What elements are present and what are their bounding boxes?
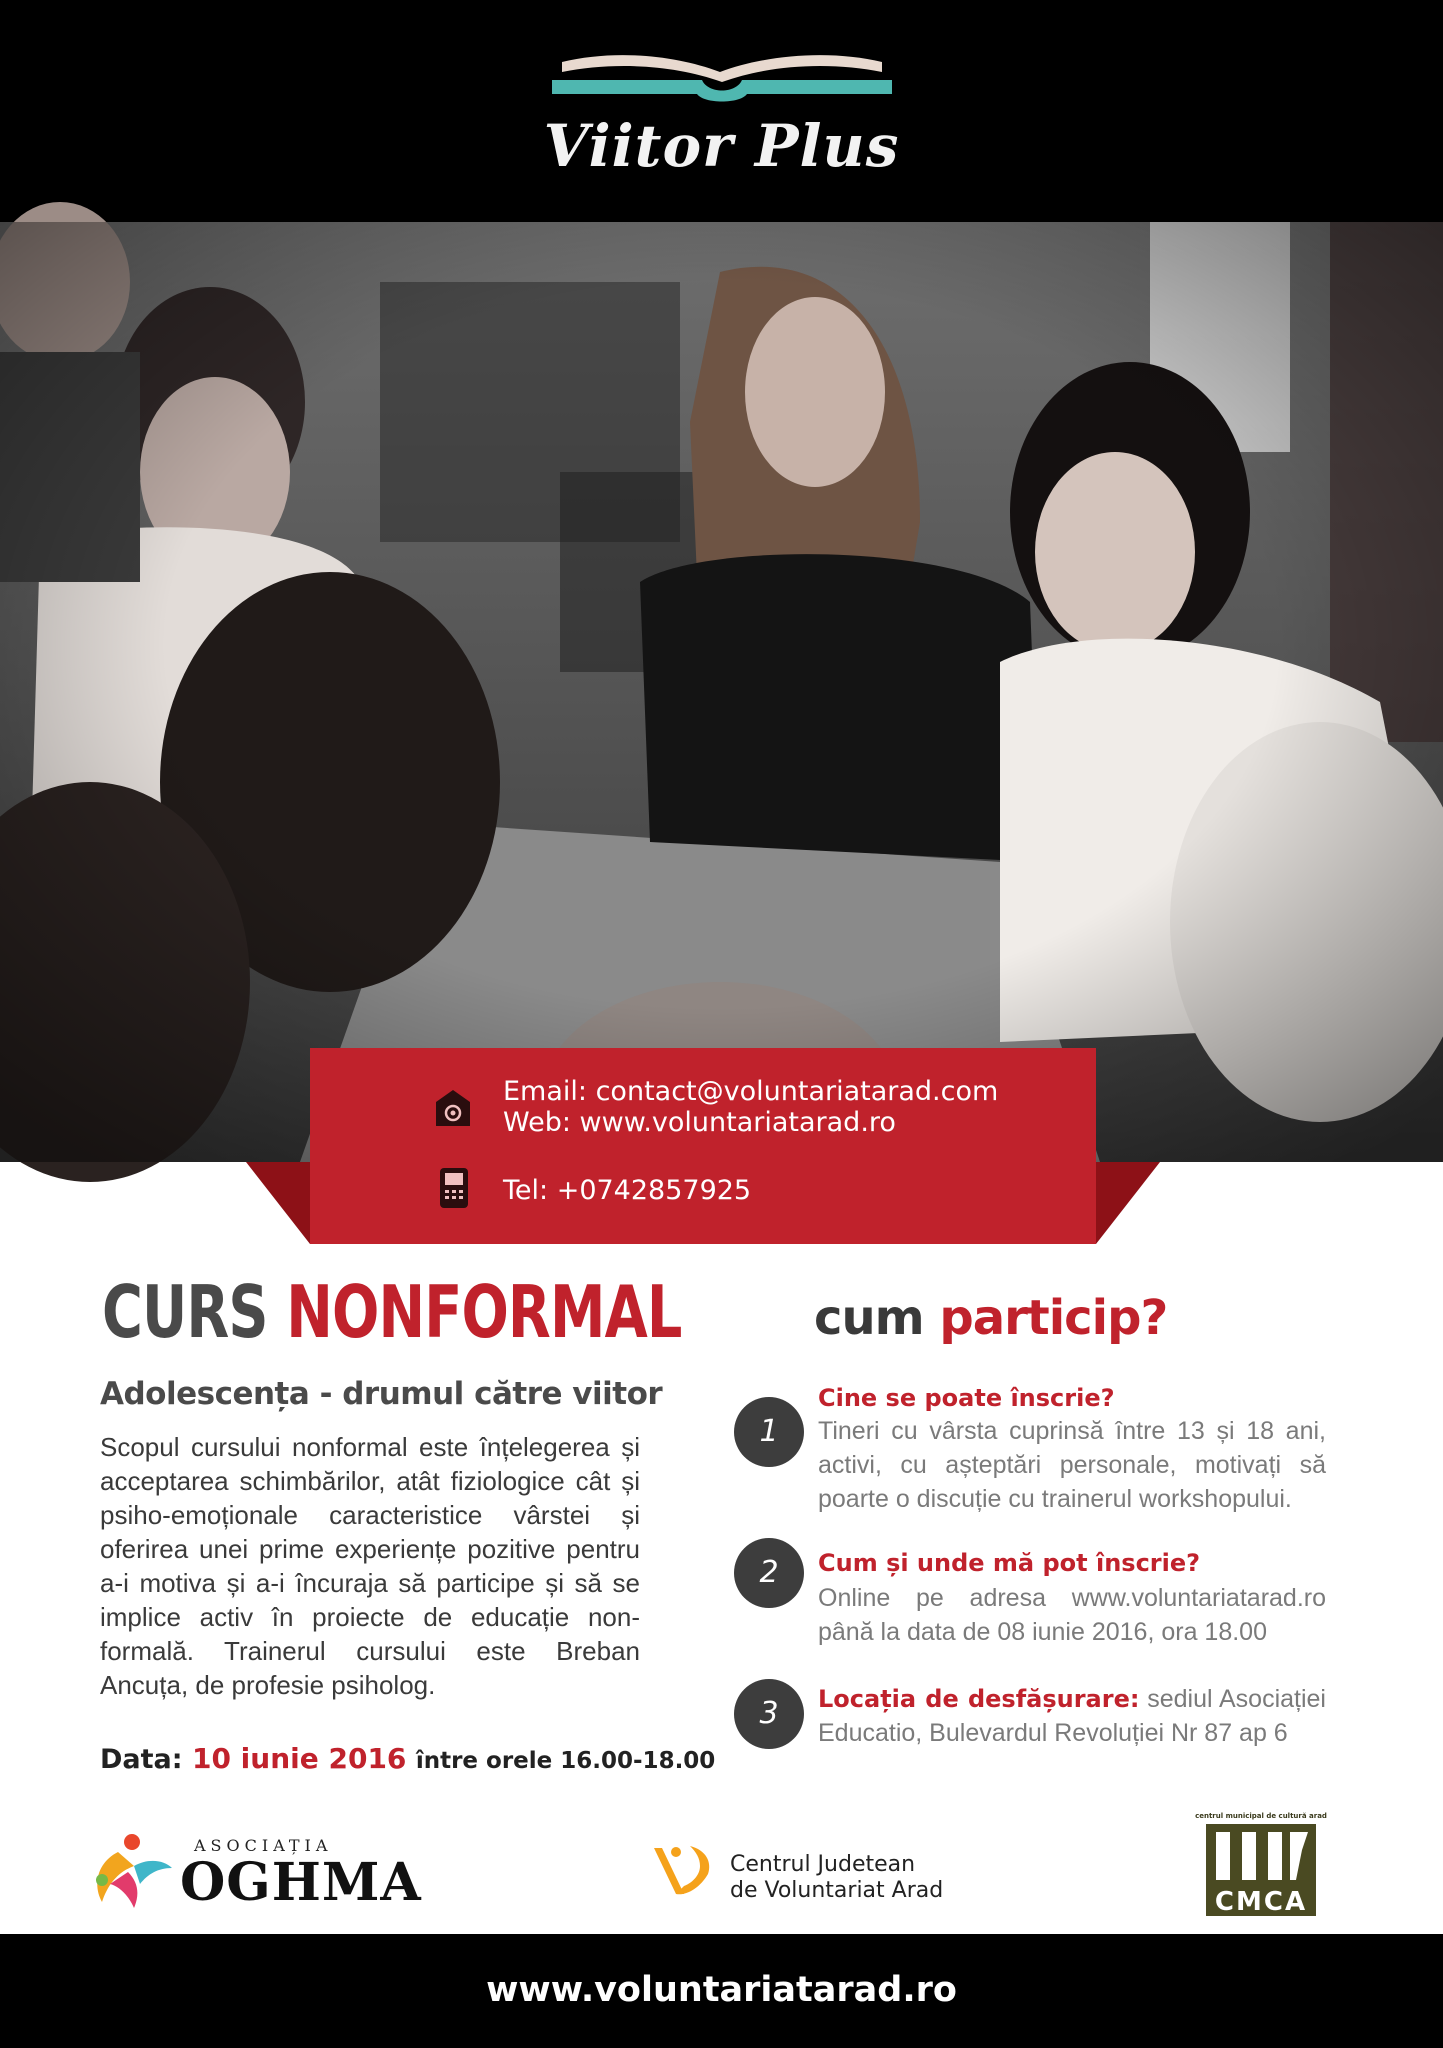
workshop-photo — [0, 222, 1443, 1162]
step-number-1: 1 — [734, 1397, 804, 1467]
step-text-1: Tineri cu vârsta cuprinsă între 13 și 18 ani, activi, cu așteptări personale, motivați să poarte o discuție cu trainerul workshopului. — [818, 1417, 1326, 1513]
cjv-name-line2: de Voluntariat Arad — [730, 1878, 944, 1903]
book-logo-icon — [552, 50, 892, 110]
how-heading — [814, 1290, 1167, 1346]
time-text: între orele 16.00-18.00 — [415, 1748, 716, 1774]
step-number-3 — [734, 1679, 804, 1749]
phone-icon — [438, 1166, 470, 1210]
cjv-logo-icon — [650, 1840, 718, 1902]
oghma-association-label: ASOCIAȚIA — [194, 1836, 333, 1855]
email-icon — [434, 1088, 472, 1128]
step-number-2: 2 — [734, 1538, 804, 1608]
date-value: 10 iunie 2016 — [191, 1742, 407, 1775]
cmca-logo — [1195, 1810, 1327, 1918]
course-description: Scopul cursului nonformal este înțelegerea și acceptarea schimbărilor, atât fiziologice cât și psiho-emoționale caracteristice vârstei și oferirea unei prime experiențe pozitive pentru a-i motiva și a-i încuraja să participe și să se implice activ în proiecte de educație non-formală. Trainerul cursului este Breban Ancuța, de profesie psiholog. — [100, 1432, 640, 1700]
course-title-part2: NONFORMAL — [286, 1270, 682, 1354]
footer-url-link[interactable]: www.voluntariatarad.ro — [486, 1970, 957, 2010]
cmca-top-text: centrul municipal de cultură arad — [1195, 1812, 1327, 1820]
step-title-2: Cum și unde mă pot înscrie? — [818, 1549, 1201, 1577]
step-number-3-label: 3 — [759, 1696, 779, 1731]
course-date — [100, 1742, 715, 1775]
course-title — [102, 1270, 681, 1354]
contact-web[interactable]: Web: www.voluntariatarad.ro — [503, 1107, 896, 1138]
how-heading-part1: cum — [814, 1290, 924, 1346]
step-title-1: Cine se poate înscrie? — [818, 1384, 1115, 1412]
step-text-2: Online pe adresa www.voluntariatarad.ro până la data de 08 iunie 2016, ora 18.00 — [818, 1584, 1326, 1646]
ribbon-fold-left — [246, 1162, 310, 1244]
cjv-name-line1: Centrul Judetean — [730, 1852, 916, 1877]
ribbon-fold-right — [1096, 1162, 1160, 1244]
step-text-3: sediul Asociației Educatio, Bulevardul Revoluției Nr 87 ap 6 — [818, 1685, 1326, 1747]
date-label: Data: — [100, 1744, 183, 1775]
course-subtitle: Adolescența - drumul către viitor — [100, 1376, 663, 1412]
step-block-3 — [818, 1682, 1326, 1750]
step-title-3: Locația de desfășurare: — [818, 1685, 1140, 1713]
contact-tel[interactable]: Tel: +0742857925 — [503, 1175, 752, 1206]
course-title-part1: CURS — [102, 1270, 268, 1354]
contact-box — [310, 1048, 1096, 1244]
header-bar — [0, 0, 1443, 222]
contact-email[interactable]: Email: contact@voluntariatarad.com — [503, 1076, 999, 1107]
how-heading-part2: particip? — [939, 1290, 1168, 1346]
oghma-logo-icon — [88, 1832, 174, 1912]
brand-title: Viitor Plus — [543, 112, 900, 180]
oghma-name: OGHMA — [180, 1852, 422, 1913]
cmca-letters: CMCA — [1214, 1887, 1308, 1917]
